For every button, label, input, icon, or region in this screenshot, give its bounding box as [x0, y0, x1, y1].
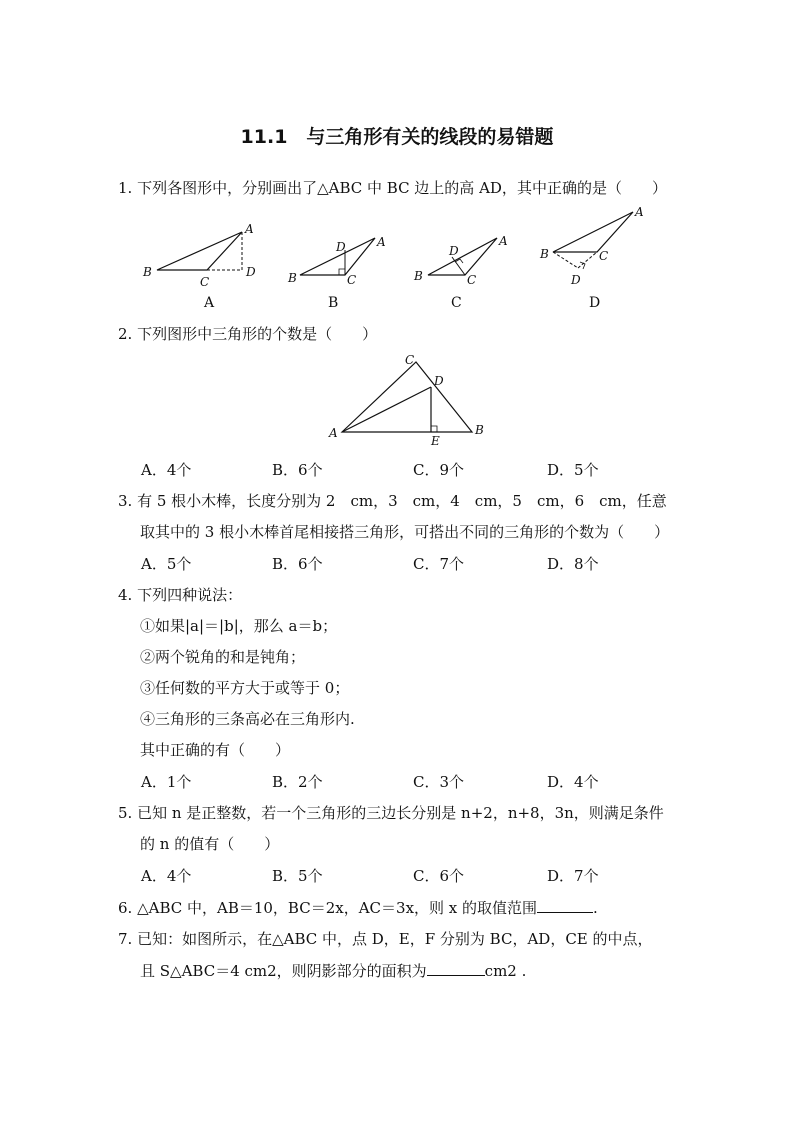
q3-option-b: B．6个 [272, 555, 323, 573]
q3-option-c: C．7个 [413, 555, 465, 573]
q2-point-b: B [475, 423, 484, 437]
q2-point-e: E [431, 434, 440, 448]
triangle-a [157, 232, 242, 270]
fig-c-point-a: A [499, 234, 508, 248]
question-6-text: 6. △ABC 中，AB＝10，BC＝2x，AC＝3x，则 x 的取值范围 [118, 899, 538, 917]
q4-statement-1: ①如果|a|＝|b|，那么 a＝b； [140, 617, 338, 635]
segment-ad [342, 387, 431, 432]
fig-d-point-b: B [540, 247, 549, 261]
question-1-text: 1. 下列各图形中，分别画出了△ABC 中 BC 边上的高 AD，其中正确的是（ ） [118, 179, 667, 197]
fig-a-point-d: D [246, 265, 256, 279]
q3-option-a: A．5个 [141, 555, 192, 573]
q5-option-a: A．4个 [141, 867, 192, 885]
fig-c-point-c: C [467, 273, 477, 287]
right-angle-b [339, 269, 345, 275]
q5-option-d: D．7个 [547, 867, 599, 885]
fig-d-point-a: A [635, 205, 644, 219]
q5-option-b: B．5个 [272, 867, 323, 885]
figure-label-a: A [204, 295, 215, 311]
answer-blank-6[interactable] [537, 897, 593, 913]
q4-option-a: A．1个 [141, 773, 192, 791]
question-3-line-2: 取其中的 3 根小木棒首尾相接搭三角形，可搭出不同的三角形的个数为（ ） [140, 523, 670, 541]
fig-b-point-a: A [377, 235, 386, 249]
fig-b-point-d: D [336, 240, 346, 254]
fig-a-point-a: A [245, 222, 254, 236]
question-6-end: . [593, 899, 598, 917]
question-3-line-1: 3. 有 5 根小木棒，长度分别为 2 cm，3 cm，4 cm，5 cm，6 cm，任意 [118, 492, 667, 510]
q4-question: 其中正确的有（ ） [140, 741, 291, 759]
fig-a-point-c: C [200, 275, 210, 289]
q2-option-a: A．4个 [141, 461, 192, 479]
figure-c [413, 234, 508, 287]
q4-statement-3: ③任何数的平方大于或等于 0； [140, 679, 350, 697]
fig-a-point-b: B [143, 265, 152, 279]
figure-label-b: B [328, 295, 339, 311]
question-7-text: 且 S△ABC＝4 cm2，则阴影部分的面积为 [140, 962, 427, 980]
figure-a [142, 222, 256, 289]
question-7-unit: cm2 . [484, 962, 527, 980]
fig-c-point-b: B [414, 269, 423, 283]
question-4-text: 4. 下列四种说法： [118, 586, 243, 604]
q2-option-b: B．6个 [272, 461, 323, 479]
figure-b [287, 235, 386, 287]
fig-c-point-d: D [449, 244, 459, 258]
question-5-line-2: 的 n 的值有（ ） [140, 835, 280, 853]
figure-label-d: D [589, 295, 601, 311]
fig-b-point-b: B [288, 271, 297, 285]
fig-b-point-c: C [347, 273, 357, 287]
page-title: 11.1 与三角形有关的线段的易错题 [240, 126, 554, 148]
q2-point-c: C [405, 353, 415, 367]
figure-d [539, 205, 644, 287]
triangle-c [428, 238, 497, 275]
q3-option-d: D．8个 [547, 555, 599, 573]
q2-point-a: A [329, 426, 338, 440]
q2-option-d: D．5个 [547, 461, 599, 479]
height-d [553, 252, 578, 268]
question-7-line-2 [140, 960, 526, 981]
question-5-line-1: 5. 已知 n 是正整数，若一个三角形的三边长分别是 n+2，n+8，3n，则满足条件 [118, 804, 664, 822]
q4-option-d: D．4个 [547, 773, 599, 791]
fig-d-point-d: D [571, 273, 581, 287]
q4-option-b: B．2个 [272, 773, 323, 791]
question-7-line-1: 7. 已知：如图所示，在△ABC 中，点 D，E，F 分别为 BC，AD，CE 的中点， [118, 930, 653, 948]
answer-blank-7[interactable] [427, 960, 485, 976]
question-1-figures [0, 200, 794, 320]
q2-point-d: D [434, 374, 444, 388]
q4-statement-2: ②两个锐角的和是钝角； [140, 648, 306, 666]
q4-option-c: C．3个 [413, 773, 465, 791]
q2-option-c: C．9个 [413, 461, 465, 479]
extension-d [578, 252, 597, 268]
question-2-figure [0, 350, 794, 450]
question-6 [118, 897, 598, 918]
question-2-text: 2. 下列图形中三角形的个数是（ ） [118, 325, 378, 343]
q5-option-c: C．6个 [413, 867, 465, 885]
figure-label-c: C [451, 295, 462, 311]
q4-statement-4: ④三角形的三条高必在三角形内. [140, 710, 355, 728]
right-angle-e [431, 426, 437, 432]
fig-d-point-c: C [599, 249, 609, 263]
triangle-d [553, 212, 633, 252]
